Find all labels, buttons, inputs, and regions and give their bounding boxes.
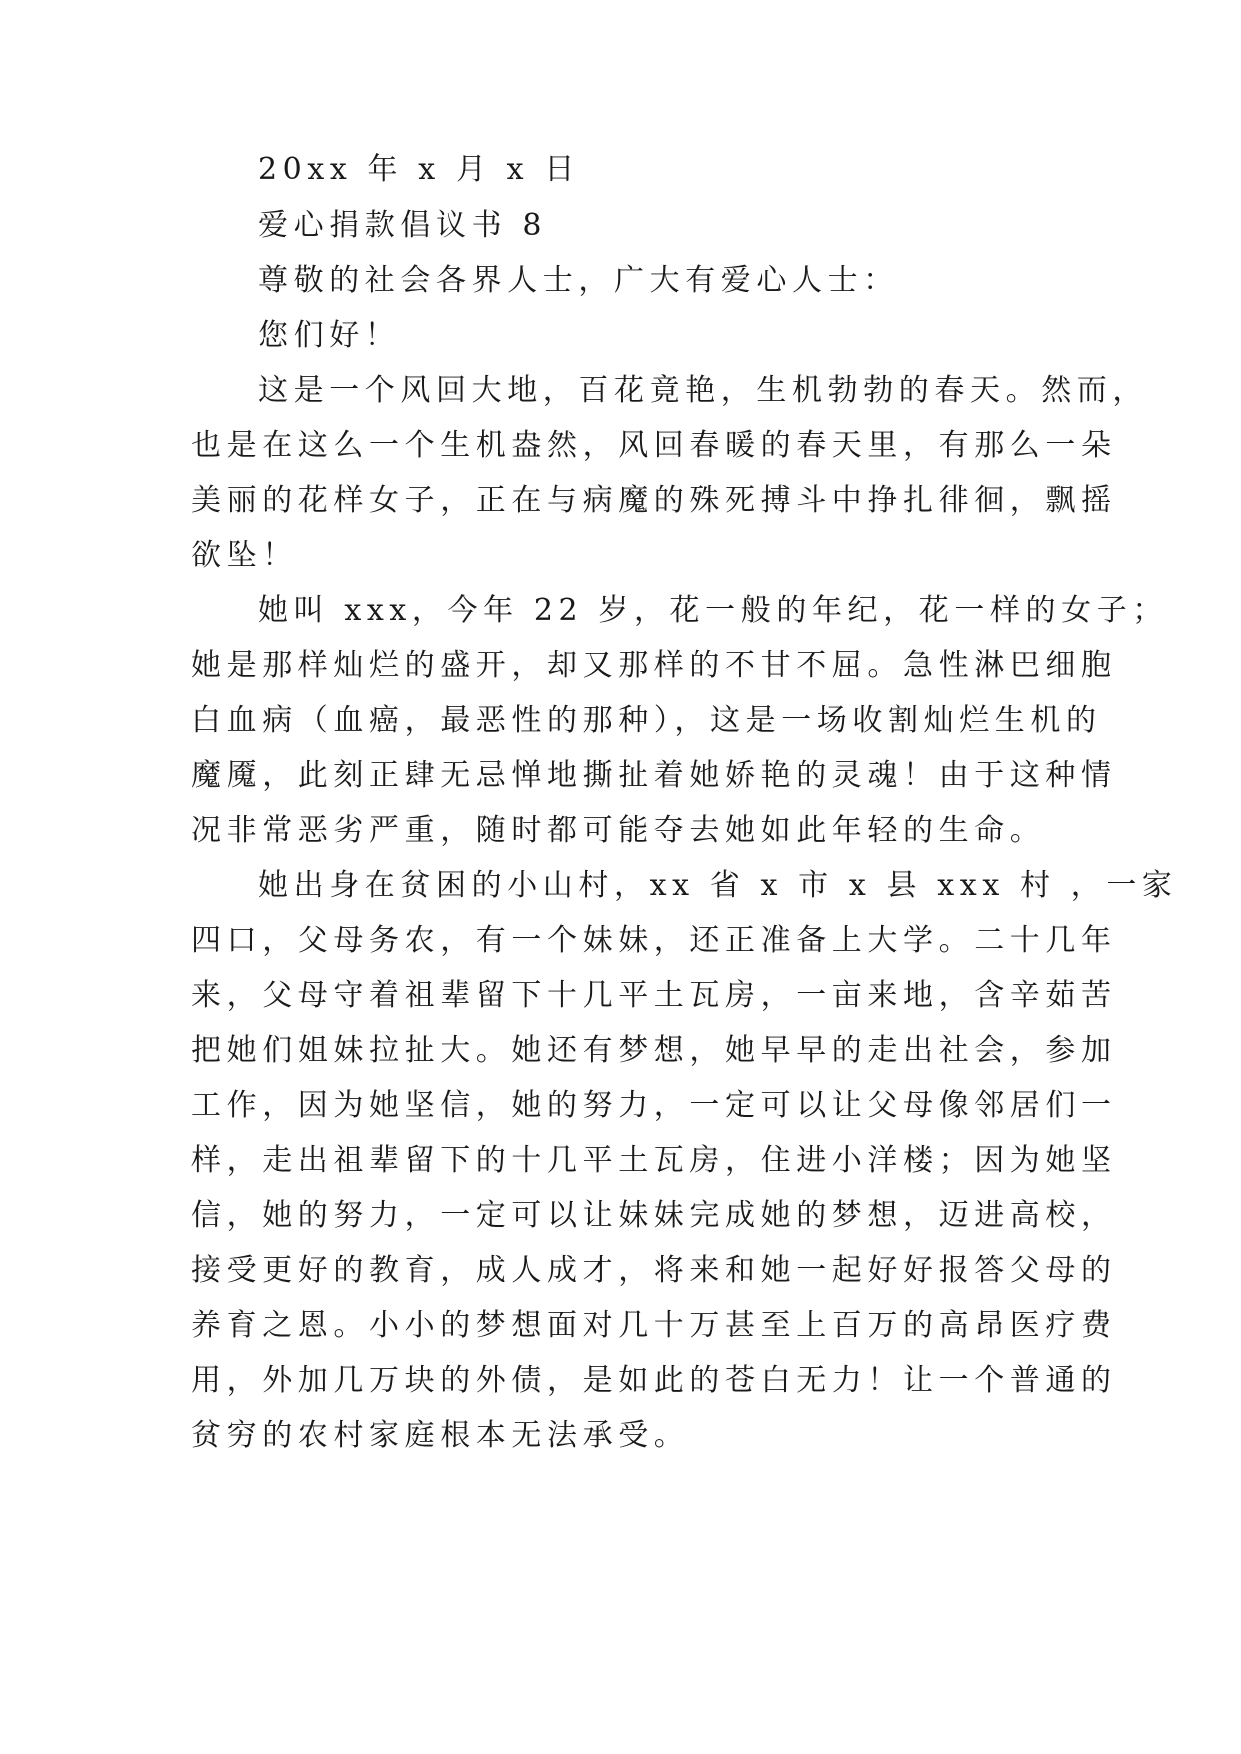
paragraph-line: 用，外加几万块的外债，是如此的苍白无力！让一个普通的 bbox=[191, 1363, 1117, 1398]
paragraph-line: 欲坠！ bbox=[191, 538, 298, 573]
paragraph-line: 样，走出祖辈留下的十几平土瓦房，住进小洋楼；因为她坚 bbox=[191, 1143, 1117, 1178]
paragraph-line: 也是在这么一个生机盎然，风回春暖的春天里，有那么一朵 bbox=[191, 428, 1117, 463]
letter-title: 爱心捐款倡议书 8 bbox=[258, 208, 548, 243]
paragraph-line: 工作，因为她坚信，她的努力，一定可以让父母像邻居们一 bbox=[191, 1088, 1117, 1123]
paragraph-line: 她出身在贫困的小山村，xx 省 x 市 x 县 xxx 村 ，一家 bbox=[258, 868, 1178, 903]
paragraph-line: 信，她的努力，一定可以让妹妹完成她的梦想，迈进高校， bbox=[191, 1198, 1117, 1233]
paragraph-line: 四口，父母务农，有一个妹妹，还正准备上大学。二十几年 bbox=[191, 923, 1117, 958]
paragraph-line: 接受更好的教育，成人成才，将来和她一起好好报答父母的 bbox=[191, 1253, 1117, 1288]
paragraph-line: 来，父母守着祖辈留下十几平土瓦房，一亩来地，含辛茹苦 bbox=[191, 978, 1117, 1013]
date-line: 20xx 年 x 月 x 日 bbox=[258, 152, 580, 187]
paragraph-line: 白血病（血癌，最恶性的那种），这是一场收割灿烂生机的 bbox=[191, 703, 1102, 738]
salutation: 尊敬的社会各界人士，广大有爱心人士： bbox=[258, 263, 899, 298]
paragraph-line: 魔魇，此刻正肆无忌惮地撕扯着她娇艳的灵魂！由于这种情 bbox=[191, 758, 1117, 793]
greeting: 您们好！ bbox=[258, 318, 401, 353]
paragraph-line: 养育之恩。小小的梦想面对几十万甚至上百万的高昂医疗费 bbox=[191, 1308, 1117, 1343]
paragraph-line: 况非常恶劣严重，随时都可能夺去她如此年轻的生命。 bbox=[191, 813, 1046, 848]
paragraph-line: 她是那样灿烂的盛开，却又那样的不甘不屈。急性淋巴细胞 bbox=[191, 648, 1117, 683]
paragraph-line: 把她们姐妹拉扯大。她还有梦想，她早早的走出社会，参加 bbox=[191, 1033, 1117, 1068]
paragraph-line: 美丽的花样女子，正在与病魔的殊死搏斗中挣扎徘徊，飘摇 bbox=[191, 483, 1117, 518]
paragraph-line: 这是一个风回大地，百花竟艳，生机勃勃的春天。然而， bbox=[258, 373, 1148, 408]
paragraph-line: 贫穷的农村家庭根本无法承受。 bbox=[191, 1418, 690, 1453]
paragraph-line: 她叫 xxx，今年 22 岁，花一般的年纪，花一样的女子； bbox=[258, 593, 1168, 628]
